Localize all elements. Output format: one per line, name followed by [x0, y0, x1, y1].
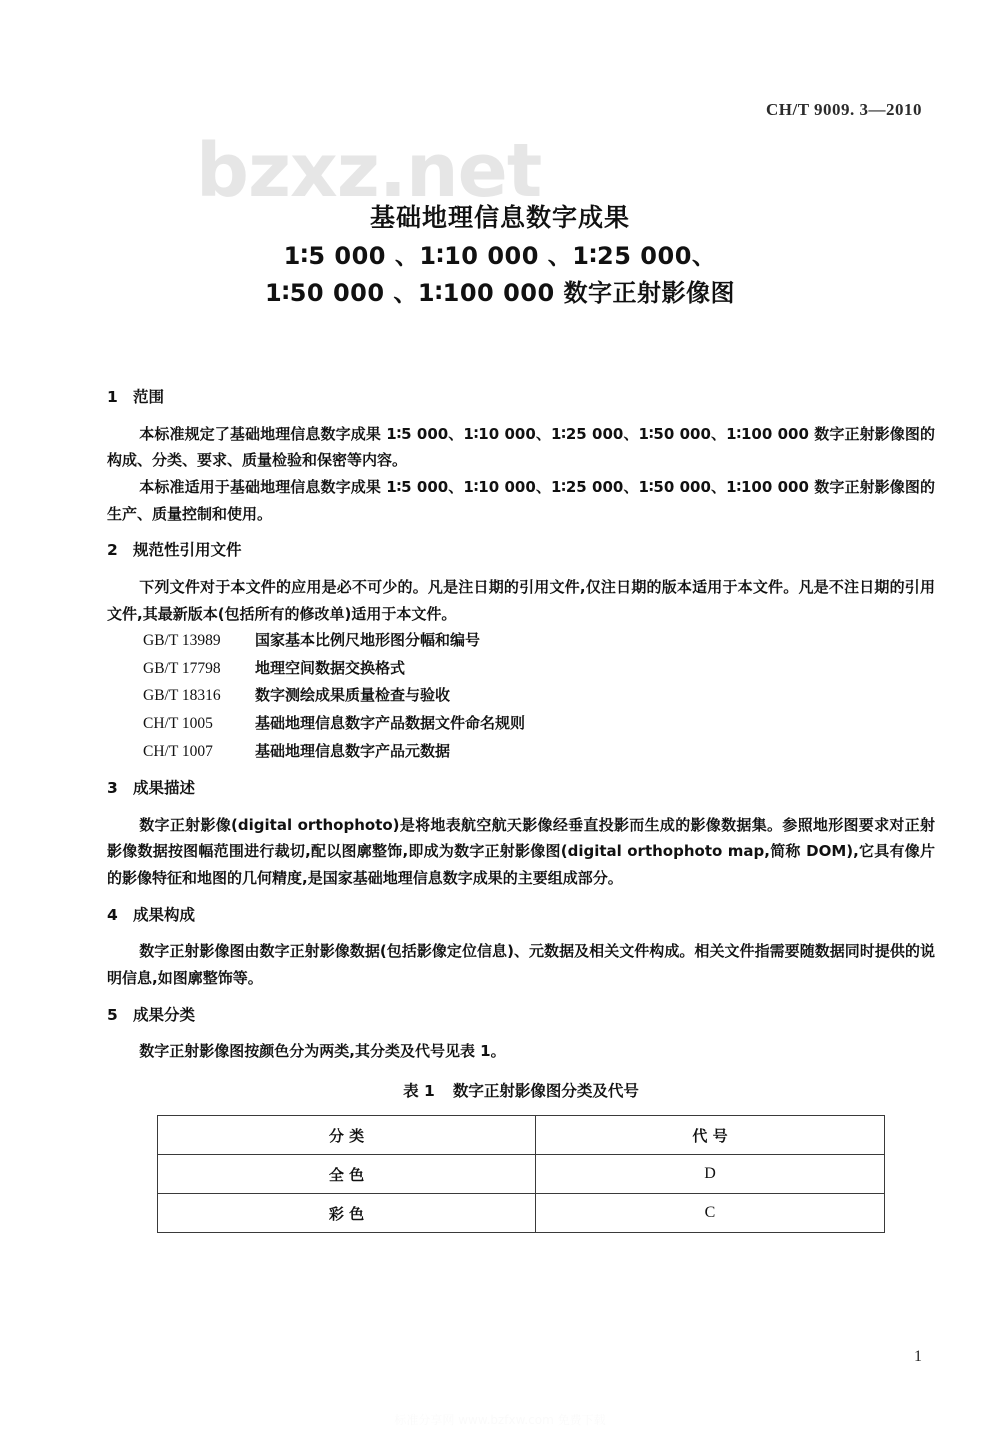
- watermark-text: bzxz.net: [196, 128, 542, 214]
- clause-number-4: 4: [107, 905, 118, 924]
- clause-title-2: 规范性引用文件: [133, 541, 242, 560]
- page-number: 1: [914, 1348, 922, 1365]
- table-caption: [107, 1079, 935, 1101]
- clause-number-3: 3: [107, 779, 118, 798]
- clause-2-paragraph-1: 下列文件对于本文件的应用是必不可少的。凡是注日期的引用文件,仅注日期的版本适用于本文件。凡是不注日期的引用文件,其最新版本(包括所有的修改单)适用于本文件。: [107, 577, 935, 623]
- clause-heading-5: [107, 1006, 935, 1025]
- clause-number-2: 2: [107, 541, 118, 560]
- table-header-row: [158, 1116, 885, 1155]
- reference-code: CH/T 1005: [143, 715, 213, 733]
- reference-code: GB/T 18316: [143, 687, 221, 705]
- table-row: [158, 1155, 885, 1194]
- clause-heading-4: [107, 906, 935, 925]
- clause-title-3: 成果描述: [133, 779, 196, 798]
- table-caption-title: 数字正射影像图分类及代号: [452, 1082, 639, 1101]
- title-line-3: 1∶50 000 、1∶100 000 数字正射影像图: [264, 279, 736, 308]
- reference-item: [107, 655, 935, 683]
- table-caption-label: 表 1: [403, 1082, 435, 1101]
- normative-references-list: [107, 627, 935, 765]
- reference-title: 数字测绘成果质量检查与验收: [255, 686, 451, 705]
- table-cell-code: D: [536, 1155, 885, 1194]
- clause-1-paragraph-2: 本标准适用于基础地理信息数字成果 1∶5 000、1∶10 000、1∶25 000、1∶50 000、1∶100 000 数字正射影像图的生产、质量控制和使用。: [107, 477, 935, 523]
- table-cell-category: 彩 色: [158, 1194, 536, 1233]
- footer-ghost-text: 标准分享网 www.bzfxw.com 免费下载: [394, 1413, 606, 1427]
- title-line-1: 基础地理信息数字成果: [369, 203, 630, 232]
- reference-code: CH/T 1007: [143, 742, 213, 760]
- clause-heading-2: [107, 541, 935, 560]
- clause-title-4: 成果构成: [133, 905, 196, 924]
- table-cell-category: 全 色: [158, 1155, 536, 1194]
- clause-3-paragraph-1: 数字正射影像(digital orthophoto)是将地表航空航天影像经垂直投影而生成的影像数据集。参照地形图要求对正射影像数据按图幅范围进行裁切,配以图廓整饰,即成为数字正射影像图(digital orthophoto map,简称 DOM),它具有像片的影像特征和地图的几何精度,是国家基础地理信息数字成果的主要组成部分。: [107, 815, 935, 888]
- clause-title-1: 范围: [133, 388, 165, 406]
- document-body: [107, 388, 935, 1233]
- reference-item: [107, 738, 935, 766]
- clause-title-5: 成果分类: [133, 1005, 196, 1024]
- clause-5-paragraph-1: 数字正射影像图按颜色分为两类,其分类及代号见表 1。: [139, 1042, 506, 1061]
- reference-item: [107, 682, 935, 710]
- document-title-block: [0, 198, 1000, 313]
- reference-title: 基础地理信息数字产品元数据: [255, 741, 451, 760]
- classification-table: [157, 1115, 885, 1233]
- clause-heading-1: [107, 388, 935, 407]
- clause-number-5: 5: [107, 1005, 118, 1024]
- clause-4-paragraph-1: 数字正射影像图由数字正射影像数据(包括影像定位信息)、元数据及相关文件构成。相关文件指需要随数据同时提供的说明信息,如图廓整饰等。: [107, 942, 935, 988]
- reference-item: [107, 627, 935, 655]
- reference-title: 基础地理信息数字产品数据文件命名规则: [255, 714, 526, 733]
- reference-code: GB/T 13989: [143, 632, 221, 650]
- clause-1-paragraph-1: 本标准规定了基础地理信息数字成果 1∶5 000、1∶10 000、1∶25 000、1∶50 000、1∶100 000 数字正射影像图的构成、分类、要求、质量检验和保密等内容。: [107, 424, 935, 470]
- reference-item: [107, 710, 935, 738]
- table-cell-code: C: [536, 1194, 885, 1233]
- clause-heading-3: [107, 779, 935, 798]
- table-header-code: 代 号: [536, 1116, 885, 1155]
- reference-code: GB/T 17798: [143, 659, 221, 677]
- standard-number-header: CH/T 9009. 3—2010: [765, 100, 922, 119]
- reference-title: 国家基本比例尺地形图分幅和编号: [255, 631, 481, 650]
- title-line-2: 1∶5 000 、1∶10 000 、1∶25 000、: [283, 241, 717, 270]
- table-header-category: 分 类: [158, 1116, 536, 1155]
- table-row: [158, 1194, 885, 1233]
- clause-number-1: 1: [107, 388, 118, 406]
- reference-title: 地理空间数据交换格式: [255, 658, 406, 677]
